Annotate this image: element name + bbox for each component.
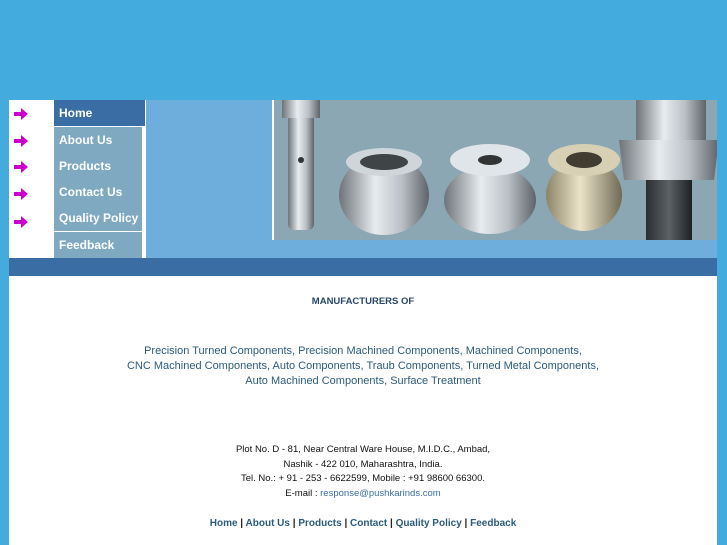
page-frame <box>9 100 717 545</box>
footer-link-quality-policy[interactable]: Quality Policy <box>395 518 462 529</box>
main-nav <box>54 100 145 258</box>
footer-nav <box>9 518 717 529</box>
phone-line: Tel. No.: + 91 - 253 - 6622599, Mobile : +91 98600 66300. <box>240 473 485 484</box>
right-arrow-icon <box>14 216 28 228</box>
footer-separator: | <box>341 518 351 529</box>
page-heading: MANUFACTURERS OF <box>311 296 415 307</box>
footer-link-products[interactable]: Products <box>298 518 342 529</box>
nav-item-home[interactable]: Home <box>54 100 145 126</box>
footer-link-contact[interactable]: Contact <box>350 518 388 529</box>
nav-item-contact-us[interactable]: Contact Us <box>54 179 142 205</box>
nav-item-products[interactable]: Products <box>54 153 142 179</box>
products-line: CNC Machined Components, Auto Components, Traub Components, Turned Metal Components, <box>126 360 600 372</box>
right-arrow-icon <box>14 135 28 147</box>
contact-address <box>9 443 717 501</box>
products-line: Auto Machined Components, Surface Treatment <box>245 375 481 387</box>
header-divider-bar <box>9 258 717 276</box>
email-line <box>9 487 717 502</box>
email-label: E-mail : <box>285 487 321 499</box>
products-line: Precision Turned Components, Precision Machined Components, Machined Components, <box>144 345 582 357</box>
right-arrow-icon <box>14 161 28 173</box>
right-arrow-icon <box>14 188 28 200</box>
nav-item-quality-policy[interactable]: Quality Policy <box>54 205 142 231</box>
header-color-block <box>146 100 272 258</box>
address-line: Nashik - 422 010, Maharashtra, India. <box>283 458 443 470</box>
footer-separator: | <box>289 518 299 529</box>
products-list <box>9 344 717 389</box>
footer-separator: | <box>237 518 246 529</box>
nav-item-about-us[interactable]: About Us <box>54 127 142 153</box>
nav-item-feedback[interactable]: Feedback <box>54 232 142 258</box>
nav-arrows-column <box>9 100 54 258</box>
footer-separator: | <box>387 518 396 529</box>
machined-components-photo <box>274 100 717 240</box>
banner-strip <box>271 240 717 258</box>
footer-separator: | <box>461 518 471 529</box>
footer-link-home[interactable]: Home <box>209 518 238 529</box>
footer-link-about-us[interactable]: About Us <box>245 518 290 529</box>
email-link[interactable]: response@pushkarinds.com <box>320 487 441 499</box>
footer-link-feedback[interactable]: Feedback <box>470 518 517 529</box>
address-line: Plot No. D - 81, Near Central Ware House, M.I.D.C., Ambad, <box>235 444 491 455</box>
right-arrow-icon <box>14 108 28 120</box>
